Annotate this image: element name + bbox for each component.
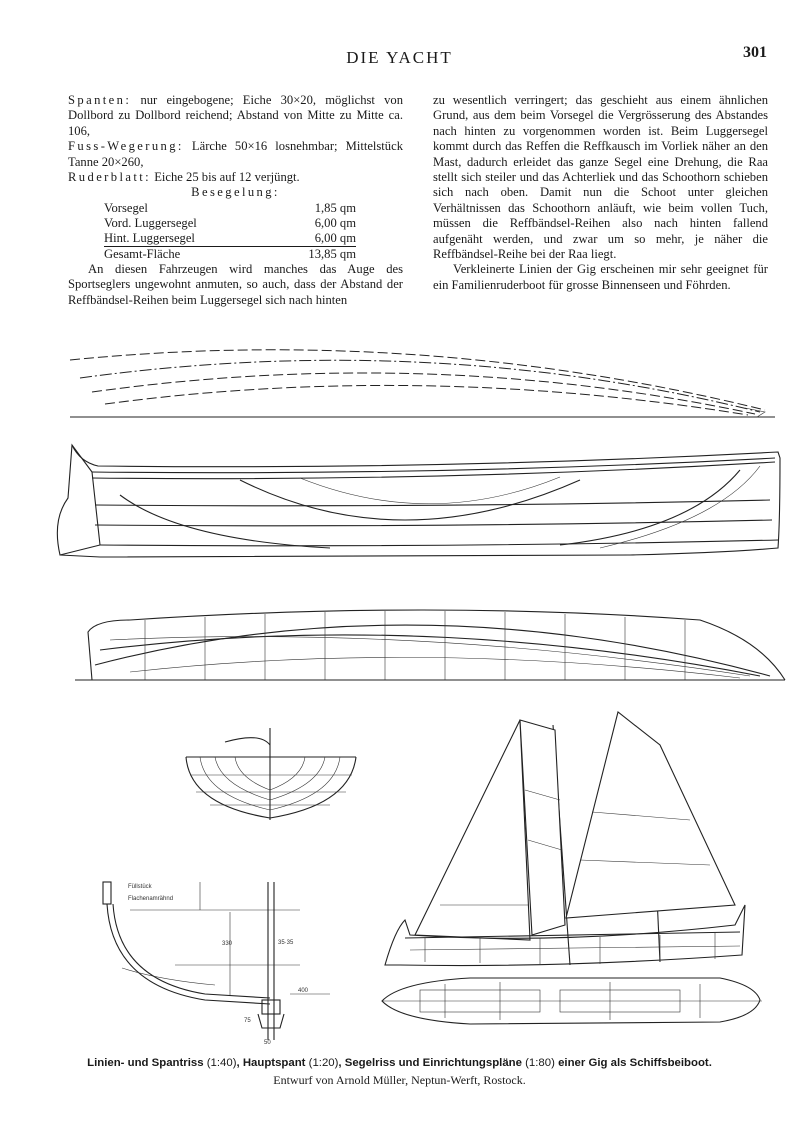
right-paragraph-2: Verkleinerte Linien der Gig erscheinen mir sehr geeignet für ein Familienruderboot für grosse Binnenseen und Föhrden. (433, 262, 768, 292)
wegerung-label: Fuss-Wegerung: (68, 139, 184, 154)
dimension-label: 75 (244, 1018, 251, 1024)
spanten-label: Spanten: (68, 93, 132, 107)
running-title: DIE YACHT (346, 48, 453, 67)
caption-scale: (1:20) (308, 1057, 339, 1069)
dimension-label: 400 (298, 988, 309, 994)
caption-scale: (1:80) (525, 1057, 555, 1069)
ruderblatt-label: Ruderblatt: (68, 170, 152, 185)
sail-area: 1,85 qm (314, 200, 356, 215)
ruderblatt-text: Eiche 25 bis auf 12 verjüngt. (151, 170, 300, 185)
sail-name: Hint. Luggersegel (104, 231, 271, 247)
dimension-label: 330 (222, 941, 233, 947)
dimension-label: 50 (264, 1040, 271, 1046)
figure-credit: Entwurf von Arnold Müller, Neptun-Werft, Rostock. (273, 1073, 526, 1087)
caption-part: , Segelriss und Einrichtungspläne (338, 1057, 526, 1069)
accommodation-plan-drawing (382, 978, 762, 1024)
page-number: 301 (743, 44, 767, 61)
sail-name: Vord. Luggersegel (104, 215, 197, 230)
sail-name: Vorsegel (104, 200, 148, 215)
sail-area: 6,00 qm (271, 231, 356, 247)
waterlines-drawing (75, 610, 785, 680)
sheer-plan-drawing (70, 350, 775, 417)
caption-part: einer Gig als Schiffsbeiboot. (554, 1057, 712, 1069)
right-paragraph-1: zu wesentlich verringert; das geschieht aus einem ähnlichen Grund, aus dem beim Vorsegel die Vergrösserung des Abstandes nach hinten zu vorgenommen worden ist. Beim Luggersegel kommt durch das Reffen die Reffkausch im Vorliek näher an den Mast, dadurch erleidet das ganze Segel eine Drehung, die Raa stellt sich steiler und das Achterliek und das Schoothorn schieben sich nach oben. Damit nun die Schoot unter gleichen Verhältnissen das Schoothorn anläuft, wie beim vollen Tuch, müssen die Reffbändsel-Reihen also nach hinten fallend aufgenäht werden, und zwar um so mehr, je näher die Reffbändsel-Reihe bei der Raa liegt. (433, 93, 768, 262)
section-stations (145, 611, 685, 680)
sail-heading: Besegelung: (191, 185, 280, 200)
caption-scale: (1:40) (206, 1057, 237, 1069)
sail-area: 6,00 qm (314, 215, 356, 230)
mizzen-lugsail (566, 712, 735, 918)
midship-label-2: Flachenamrähnd (128, 896, 174, 902)
midship-label-1: Füllstück (128, 884, 152, 890)
body-plan-drawing (186, 728, 356, 820)
sail-total-name: Gesamt-Fläche (104, 246, 181, 261)
spanten-text: nur eingebogene; Eiche 30×20, möglichst von Dollbord zu Dollbord reichend; Abstand von Mitte zu Mitte ca. 106, (68, 93, 403, 138)
foresail (415, 720, 530, 940)
caption-part: , Hauptspant (236, 1057, 309, 1069)
caption-part: Linien- und Spantriss (87, 1057, 207, 1069)
figure-caption (0, 1057, 799, 1069)
sail-total-area: 13,85 qm (308, 246, 356, 261)
sail-plan-drawing (385, 712, 745, 966)
left-paragraph: An diesen Fahrzeugen wird manches das Auge des Sportseglers ungewohnt anmuten, so auch, dass der Abstand der Reffbändsel-Reihen beim Luggersegel sich nach hinten (68, 261, 403, 307)
midship-section-drawing (103, 882, 330, 1046)
profile-drawing (57, 445, 780, 557)
dimension-label: 35·35 (278, 940, 294, 946)
wegerung-text: Lärche 50×16 losnehmbar; Mittelstück Tanne 20×260, (68, 139, 403, 169)
